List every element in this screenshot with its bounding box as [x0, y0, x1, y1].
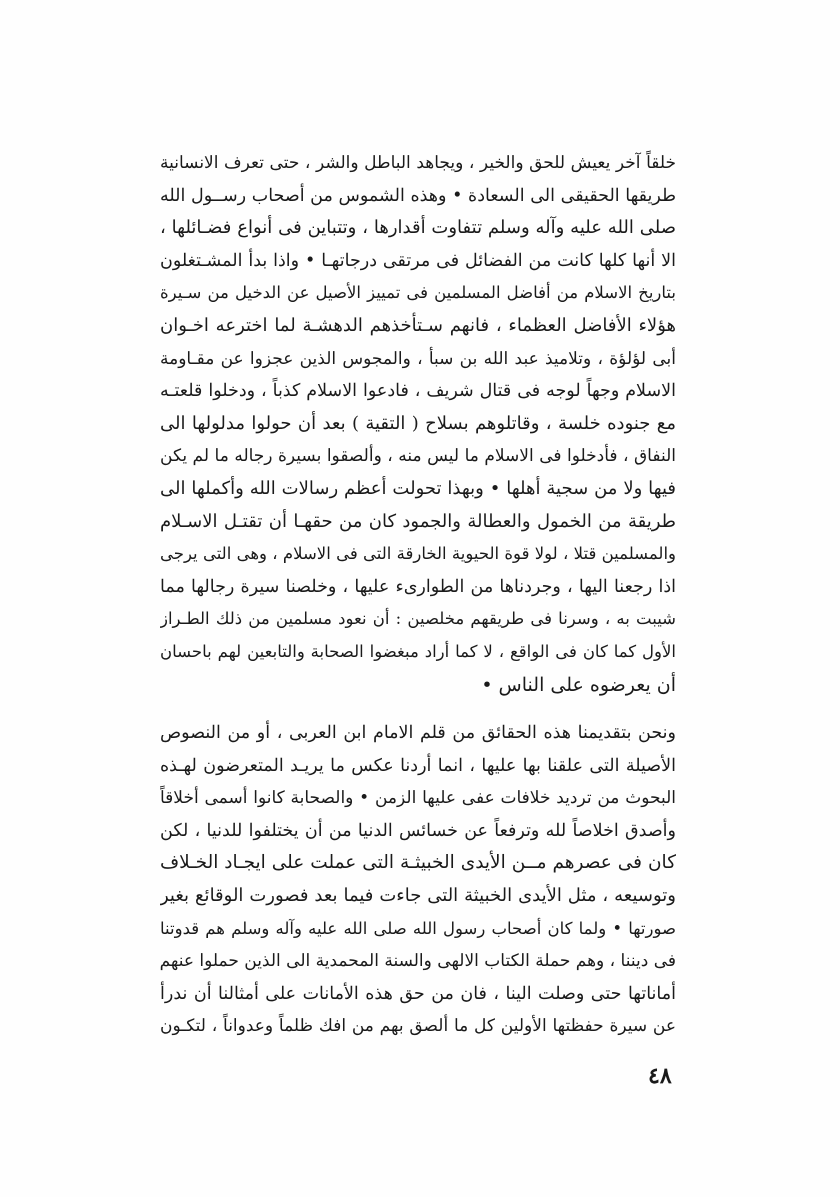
text-line-last: أن يعرضوه على الناس •: [481, 673, 676, 696]
text-line: الأصيلة التى علقنا بها عليها ، انما أردنا عكس ما يريـد المتعرضون لهـذه: [160, 755, 676, 776]
text-line: الأول كما كان فى الواقع ، لا كما أراد مبغضوا الصحابة والتابعين لهم باحسان: [160, 641, 676, 661]
text-line: طريقها الحقيقى الى السعادة • وهذه الشموس من أصحاب رســول الله: [160, 185, 676, 206]
page-number: ٤٨: [648, 1063, 672, 1089]
text-line: مع جنوده خلسة ، وقاتلوهم بسلاح ( التقية ) بعد أن حولوا مدلولها الى: [160, 412, 676, 434]
paragraph-2: [160, 717, 676, 1043]
text-line: طريقة من الخمول والعطالة والجمود كان من حقهـا أن تقتـل الاسـلام: [160, 510, 676, 532]
text-line: الا أنها كلها كانت من الفضائل فى مرتقى درجاتهـا • واذا بدأ المشـتغلون: [160, 250, 676, 271]
text-line: اذا رجعنا اليها ، وجردناها من الطوارىء عليها ، وخلصنا سيرة رجالها مما: [160, 576, 676, 597]
text-line: صورتها • ولما كان أصحاب رسول الله صلى الله عليه وآله وسلم هم قدوتنا: [160, 918, 676, 938]
text-line: خلقاً آخر يعيش للحق والخير ، ويجاهد الباطل والشر ، حتى تعرف الانسانية: [160, 153, 676, 173]
text-line: كان فى عصرهم مــن الأيدى الخبيثـة التى عملت على ايجـاد الخـلاف: [160, 852, 676, 874]
text-line: البحوث من ترديد خلافات عفى عليها الزمن • والصحابة كانوا أسمى أخلاقاً: [160, 788, 676, 809]
text-line: النفاق ، فأدخلوا فى الاسلام ما ليس منه ، وألصقوا بسيرة رجاله ما لم يكن: [160, 446, 676, 467]
text-line: صلى الله عليه وآله وسلم تتفاوت أقدارها ، وتتباين فى أنواع فضـائلها ،: [160, 217, 676, 239]
text-line: والمسلمين قتلا ، لولا قوة الحيوية الخارقة التى فى الاسلام ، وهى التى يرجى: [160, 544, 676, 564]
text-line: عن سيرة حفظتها الأولين كل ما ألصق بهم من افك ظلماً وعدواناً ، لتكـون: [160, 1016, 676, 1037]
text-line: أبى لؤلؤة ، وتلاميذ عبد الله بن سبأ ، والمجوس الذين عجزوا عن مقـاومة: [160, 348, 676, 369]
text-line: فيها ولا من سجية أهلها • وبهذا تحولت أعظم رسالات الله وأكملها الى: [160, 477, 676, 499]
text-line: هؤلاء الأفاضل العظماء ، فانهم سـتأخذهم الدهشـة لما اخترعه اخـوان: [160, 314, 676, 336]
text-line: وتوسيعه ، مثل الأيدى الخبيثة التى جاءت فيما بعد فصورت الوقائع بغير: [160, 884, 676, 906]
text-line: ونحن بتقديمنا هذه الحقائق من قلم الامام ابن العربى ، أو من النصوص: [160, 723, 676, 743]
text-line: الاسلام وجهاً لوجه فى قتال شريف ، فادعوا الاسلام كذباً ، ودخلوا قلعتـه: [160, 381, 676, 402]
text-line: أماناتها حتى وصلت الينا ، فان من حق هذه الأمانات على أمثالنا أن ندرأ: [160, 983, 676, 1004]
paragraph-1: [160, 147, 676, 701]
text-line: فى ديننا ، وهم حملة الكتاب الالهى والسنة المحمدية الى الذين حملوا عنهم: [160, 951, 676, 972]
text-line: شيبت به ، وسرنا فى طريقهم مخلصين : أن نعود مسلمين من ذلك الطـراز: [160, 609, 676, 629]
text-line: بتاريخ الاسلام من أفاضل المسلمين فى تمييز الأصيل عن الدخيل من سـيرة: [160, 283, 676, 303]
text-line: وأصدق اخلاصاً لله وترفعاً عن خسائس الدنيا من أن يختلفوا للدنيا ، لكن: [160, 820, 676, 841]
